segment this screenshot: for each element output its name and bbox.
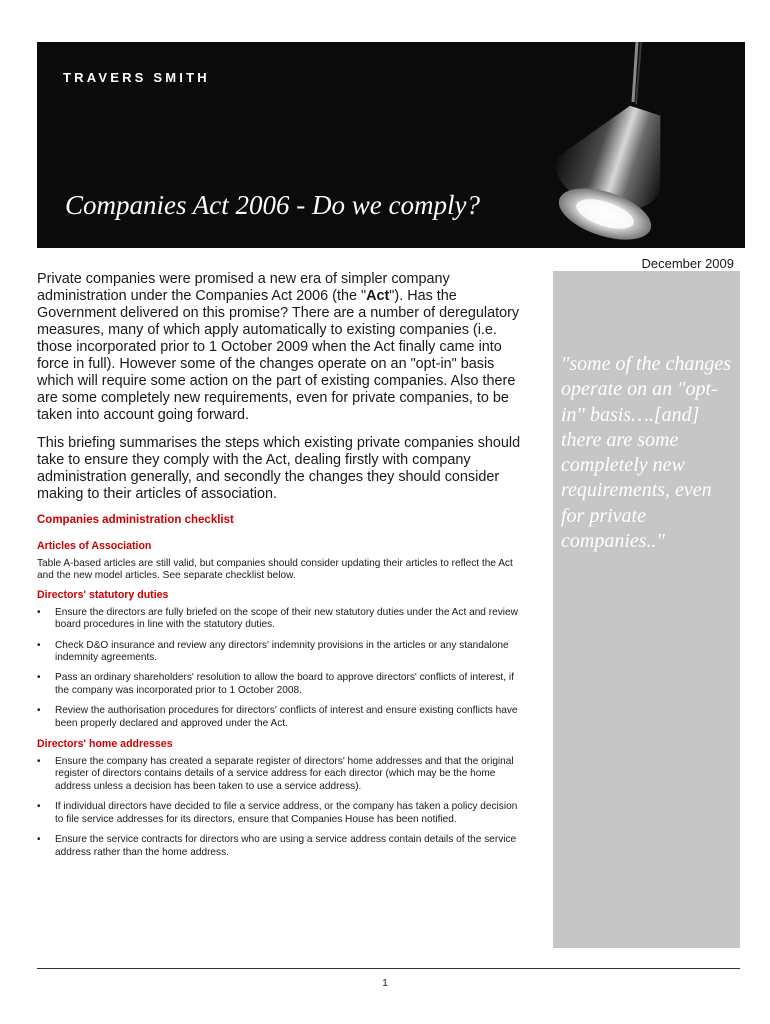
bullet-icon: • xyxy=(37,756,41,768)
articles-heading: Articles of Association xyxy=(37,540,152,552)
list-item: • Check D&O insurance and review any directors' indemnity provisions in the articles or any standalone indemnity agreements. xyxy=(37,639,509,664)
list-item: • Ensure the service contracts for directors who are using a service address contain details of the service address rather than the home address. xyxy=(37,834,517,858)
list-item: • Review the authorisation procedures for directors' conflicts of interest and ensure existing conflicts have been properly declared and approved under the Act. xyxy=(37,705,518,729)
bullet-icon: • xyxy=(37,801,41,813)
brand-name: TRAVERS SMITH xyxy=(63,70,210,85)
articles-text: Table A-based articles are still valid, but companies should consider updating their articles to reflect the Act and the new model articles. See separate checklist below. xyxy=(37,558,513,582)
footer-divider xyxy=(37,968,740,969)
duties-list xyxy=(37,607,527,730)
page-number: 1 xyxy=(382,978,388,989)
addresses-list xyxy=(37,756,527,859)
publication-date: December 2009 xyxy=(641,256,734,271)
main-content xyxy=(37,271,527,867)
bullet-icon: • xyxy=(37,672,41,684)
bullet-icon: • xyxy=(37,834,41,846)
addresses-heading: Directors' home addresses xyxy=(37,738,173,751)
checklist-heading: Companies administration checklist xyxy=(37,514,234,526)
header-banner xyxy=(37,42,745,248)
bullet-icon: • xyxy=(37,606,41,618)
list-item: • Ensure the directors are fully briefed on the scope of their new statutory duties under the Act and review board procedures in line with the statutory duties. xyxy=(37,606,518,631)
bullet-icon: • xyxy=(37,705,41,717)
document-title: Companies Act 2006 - Do we comply? xyxy=(65,190,480,220)
list-item: • Pass an ordinary shareholders' resolution to allow the board to approve directors' conflicts of interest, if the company was incorporated prior to 1 October 2008. xyxy=(37,672,514,696)
bullet-icon: • xyxy=(37,639,41,651)
intro-paragraph-1: Private companies were promised a new era of simpler company administration under the Companies Act 2006 (the "Act"). Has the Government delivered on this promise? There are a number of deregulatory measures, many of which apply automatically to existing companies (i.e. those incorporated prior to 1 October 2009 when the Act finally came into force in full). However some of the changes operate on an "opt-in" basis which will require some action on the part of existing companies. Also there are some completely new requirements, even for private companies, to be taken into account going forward. xyxy=(37,271,520,423)
duties-heading: Directors' statutory duties xyxy=(37,588,169,601)
lamp-illustration xyxy=(497,42,687,248)
pull-quote: "some of the changes operate on an "opt-in" basis….[and] there are some completely new requirements, even for private companies.." xyxy=(561,353,732,553)
intro-paragraph-2: This briefing summarises the steps which existing private companies should take to ensure they comply with the Act, dealing firstly with company administration generally, and secondly the changes they should consider making to their articles of association. xyxy=(37,435,521,502)
list-item: • Ensure the company has created a separate register of directors' home addresses and that the original register of directors contains details of a service address for each director (which may be the home address unless a decision has been taken to use a service address). xyxy=(37,756,514,792)
list-item: • If individual directors have decided to file a service address, or the company has taken a policy decision to file service addresses for its directors, ensure that Companies House has been notified. xyxy=(37,801,518,825)
